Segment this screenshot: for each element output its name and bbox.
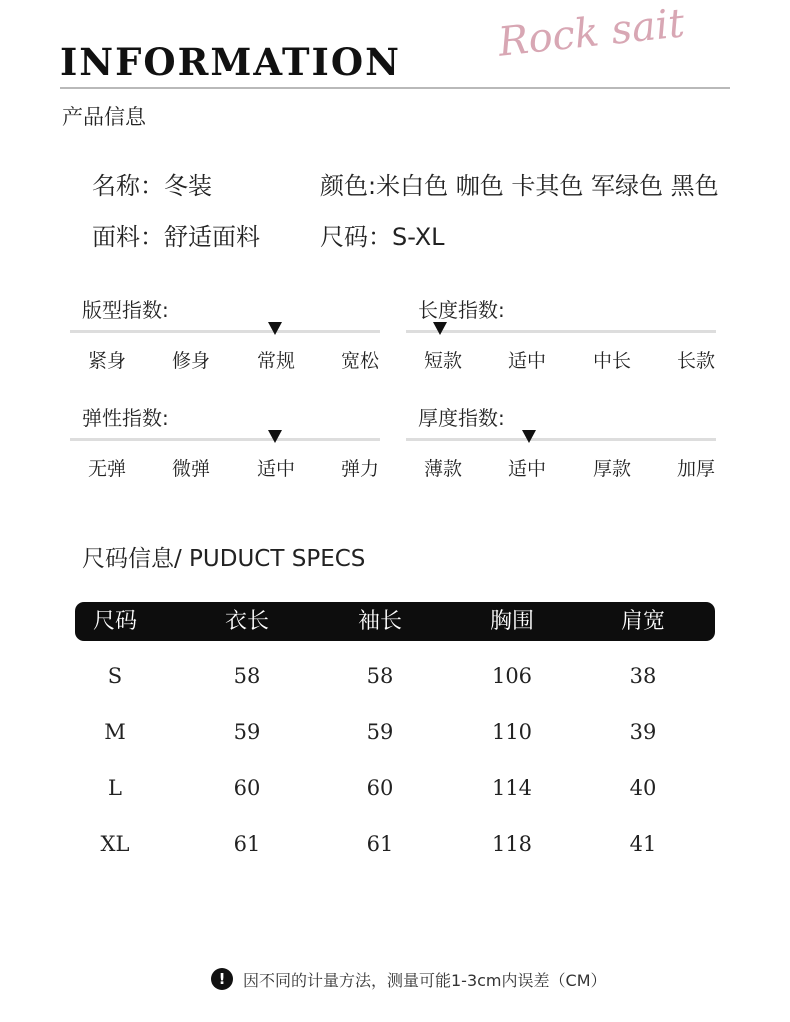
column-header: 尺码: [92, 609, 137, 634]
column-header: 肩宽: [620, 609, 665, 634]
table-cell: 59: [233, 720, 261, 744]
product-size: 尺码：S-XL: [320, 223, 445, 251]
table-cell: 110: [491, 720, 533, 744]
index-title: 版型指数:: [82, 298, 169, 322]
index-option: 薄款: [423, 458, 462, 480]
exclamation-icon: !: [211, 968, 233, 990]
index-option: 常规: [256, 350, 295, 372]
product-colors: 颜色:米白色 咖色 卡其色 军绿色 黑色: [320, 172, 719, 200]
index-option: 长款: [676, 350, 715, 372]
table-cell: 60: [233, 776, 261, 800]
brand-logo: Rock sait: [496, 0, 687, 66]
table-cell: 59: [366, 720, 394, 744]
index-option: 弹力: [340, 458, 379, 480]
index-option: 修身: [171, 350, 210, 372]
index-option: 短款: [423, 350, 462, 372]
table-cell: 40: [629, 776, 657, 800]
product-name: 名称：冬装: [92, 172, 212, 200]
index-option: 厚款: [592, 458, 631, 480]
column-header: 胸围: [489, 609, 534, 634]
column-header: 袖长: [357, 609, 402, 634]
table-cell: 61: [366, 832, 394, 856]
table-cell: 58: [366, 664, 394, 688]
index-title: 弹性指数:: [82, 406, 169, 430]
page-title-cn: 产品信息: [62, 105, 146, 129]
table-cell: 38: [629, 664, 657, 688]
selected-marker-icon: [522, 430, 536, 443]
title-divider: [60, 87, 730, 89]
index-scale-line: [406, 330, 716, 333]
table-cell: XL: [100, 832, 130, 856]
table-cell: 106: [491, 664, 533, 688]
table-cell: 41: [629, 832, 657, 856]
table-cell: 118: [491, 832, 533, 856]
table-cell: 58: [233, 664, 261, 688]
index-title: 厚度指数:: [418, 406, 505, 430]
table-cell: L: [108, 776, 122, 800]
measurement-note-text: 因不同的计量方法，测量可能1-3cm内误差（CM）: [243, 970, 607, 990]
index-title: 长度指数:: [418, 298, 505, 322]
index-option: 适中: [507, 458, 546, 480]
product-fabric: 面料：舒适面料: [92, 223, 260, 251]
table-cell: 114: [491, 776, 533, 800]
selected-marker-icon: [433, 322, 447, 335]
page-title-en: INFORMATION: [60, 40, 401, 84]
index-scale-line: [70, 330, 380, 333]
selected-marker-icon: [268, 322, 282, 335]
index-option: 紧身: [87, 350, 126, 372]
table-cell: S: [107, 664, 123, 688]
index-option: 宽松: [340, 350, 379, 372]
table-cell: 39: [629, 720, 657, 744]
table-cell: 61: [233, 832, 261, 856]
index-option: 适中: [507, 350, 546, 372]
index-option: 无弹: [87, 458, 126, 480]
selected-marker-icon: [268, 430, 282, 443]
index-option: 适中: [256, 458, 295, 480]
index-option: 加厚: [676, 458, 715, 480]
index-option: 微弹: [171, 458, 210, 480]
size-table-header: [75, 602, 715, 641]
table-cell: M: [104, 720, 126, 744]
index-scale-line: [406, 438, 716, 441]
column-header: 衣长: [224, 609, 269, 634]
measurement-note: [211, 966, 607, 992]
size-specs-title: 尺码信息/ PUDUCT SPECS: [82, 546, 366, 572]
index-scale-line: [70, 438, 380, 441]
index-option: 中长: [592, 350, 631, 372]
table-cell: 60: [366, 776, 394, 800]
